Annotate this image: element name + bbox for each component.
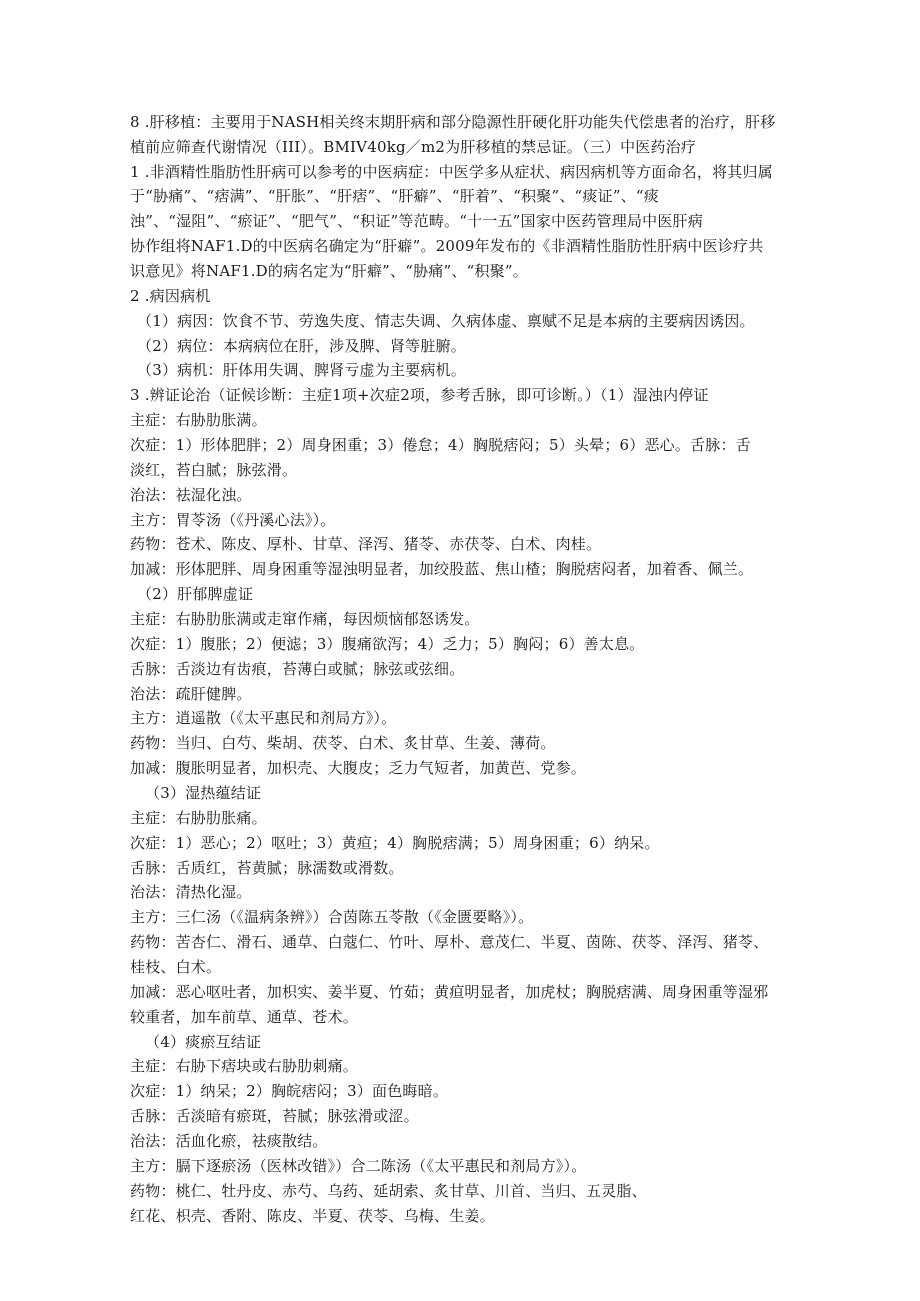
text-line: 加减：形体肥胖、周身困重等湿浊明显者，加绞股蓝、焦山楂；胸脱痞闷者，加着香、佩兰。 xyxy=(130,560,754,578)
text-line: 植前应筛查代谢情况（III）。BMIV40kg／m2为肝移植的禁忌证。（三）中医药治疗 xyxy=(130,138,697,156)
text-line: 治法：祛湿化浊。 xyxy=(130,486,252,504)
text-line: 淡红，苔白腻；脉弦滑。 xyxy=(130,461,298,479)
section-heading: 2 .病因病机 xyxy=(130,287,211,305)
text-line: 次症：1）腹胀；2）便滤；3）腹痛欲泻；4）乏力；5）胸闷；6）善太息。 xyxy=(130,635,645,653)
text-line: 主方：胃苓汤（《丹溪心法》）。 xyxy=(130,511,336,529)
text-line: 较重者，加车前草、通草、苍术。 xyxy=(130,1008,359,1026)
subsection-heading: （4）痰瘀互结证 xyxy=(145,1033,262,1051)
text-line: 主方：三仁汤（《温病条辨》）合茵陈五苓散（《金匮要略》）。 xyxy=(130,908,534,926)
text-line: 药物：桃仁、牡丹皮、赤芍、乌药、延胡索、炙甘草、川首、当归、五灵脂、 xyxy=(130,1182,647,1200)
text-line: 浊”、“湿阻”、“瘀证”、“肥气”、“积证”等范畴。“十一五”国家中医药管理局中医肝病 xyxy=(130,212,703,230)
text-line: 舌脉：舌质红，苔黄腻；脉濡数或滑数。 xyxy=(130,859,404,877)
text-line: 1 .非酒精性脂肪性肝病可以参考的中医病症：中医学多从症状、病因病机等方面命名，将其归属 xyxy=(130,163,773,181)
text-line: 药物：苍术、陈皮、厚朴、甘草、泽泻、猪苓、赤茯苓、白术、肉桂。 xyxy=(130,535,602,553)
text-line: 8 .肝移植：主要用于NASH相关终末期肝病和部分隐源性肝硬化肝功能失代偿患者的治疗，肝移 xyxy=(130,113,776,131)
text-line: 主方：膈下逐瘀汤（医林改错》）合二陈汤（《太平惠民和剂局方》）。 xyxy=(130,1157,587,1175)
section-heading: 3 .辨证论治（证候诊断：主症1项+次症2项，参考舌脉，即可诊断。）（1）湿浊内停证 xyxy=(130,386,709,404)
text-line: 主症：右胁下痞块或右胁肋刺痛。 xyxy=(130,1057,359,1075)
text-line: 治法：活血化瘀，祛痰散结。 xyxy=(130,1132,328,1150)
text-line: 次症：1）形体肥胖；2）周身困重；3）倦怠；4）胸脱痞闷；5）头晕；6）恶心。舌脉：舌 xyxy=(130,436,751,454)
text-line: （2）病位：本病病位在肝，涉及脾、肾等脏腑。 xyxy=(137,337,466,355)
text-line: 协作组将NAF1.D的中医病名确定为“肝癖”。2009年发布的《非酒精性脂肪性肝病中医诊疗共 xyxy=(130,237,764,255)
text-line: 加减：恶心呕吐者，加枳实、姜半夏、竹茹；黄疸明显者，加虎杖；胸脱痞满、周身困重等湿邪 xyxy=(130,983,769,1001)
text-line: 于“胁痛”、“痞满”、“肝胀”、“肝痞”、“肝癖”、“肝着”、“积聚”、“痰证”、“痰 xyxy=(130,187,659,205)
text-line: 治法：清热化湿。 xyxy=(130,883,252,901)
text-line: 舌脉：舌淡边有齿痕，苔薄白或腻；脉弦或弦细。 xyxy=(130,660,465,678)
text-line: 主症：右胁肋胀痛。 xyxy=(130,809,267,827)
text-line: 舌脉：舌淡暗有瘀斑，苔腻；脉弦滑或涩。 xyxy=(130,1107,419,1125)
text-line: 次症：1）恶心；2）呕吐；3）黄疸；4）胸脱痞满；5）周身困重；6）纳呆。 xyxy=(130,834,660,852)
text-line: 次症：1）纳呆；2）胸皖痞闷；3）面色晦暗。 xyxy=(130,1082,449,1100)
text-line: 加减：腹胀明显者，加枳壳、大腹皮；乏力气短者，加黄芭、党参。 xyxy=(130,759,587,777)
text-line: （3）病机：肝体用失调、脾肾亏虚为主要病机。 xyxy=(137,361,466,379)
text-line: （1）病因：饮食不节、劳逸失度、情志失调、久病体虚、禀赋不足是本病的主要病因诱因。 xyxy=(137,312,755,330)
text-line: 主方：逍遥散（《太平惠民和剂局方》）。 xyxy=(130,709,397,727)
text-line: 治法：疏肝健脾。 xyxy=(130,685,252,703)
text-line: 药物：苦杏仁、滑石、通草、白蔻仁、竹叶、厚朴、意茂仁、半夏、茵陈、茯苓、泽泻、猪苓、 xyxy=(130,933,769,951)
text-line: 桂枝、白术。 xyxy=(130,958,222,976)
text-line: 药物：当归、白芍、柴胡、茯苓、白术、炙甘草、生姜、薄荷。 xyxy=(130,734,556,752)
subsection-heading: （2）肝郁脾虚证 xyxy=(137,585,254,603)
text-line: 主症：右胁肋胀满。 xyxy=(130,411,267,429)
text-line: 识意见》将NAF1.D的病名定为“肝癖”、“胁痛”、“积聚”。 xyxy=(130,262,528,280)
text-line: 红花、枳壳、香附、陈皮、半夏、茯苓、乌梅、生姜。 xyxy=(130,1207,495,1225)
subsection-heading: （3）湿热蕴结证 xyxy=(145,784,262,802)
text-line: 主症：右胁肋胀满或走窜作痛，每因烦恼郁怒诱发。 xyxy=(130,610,480,628)
